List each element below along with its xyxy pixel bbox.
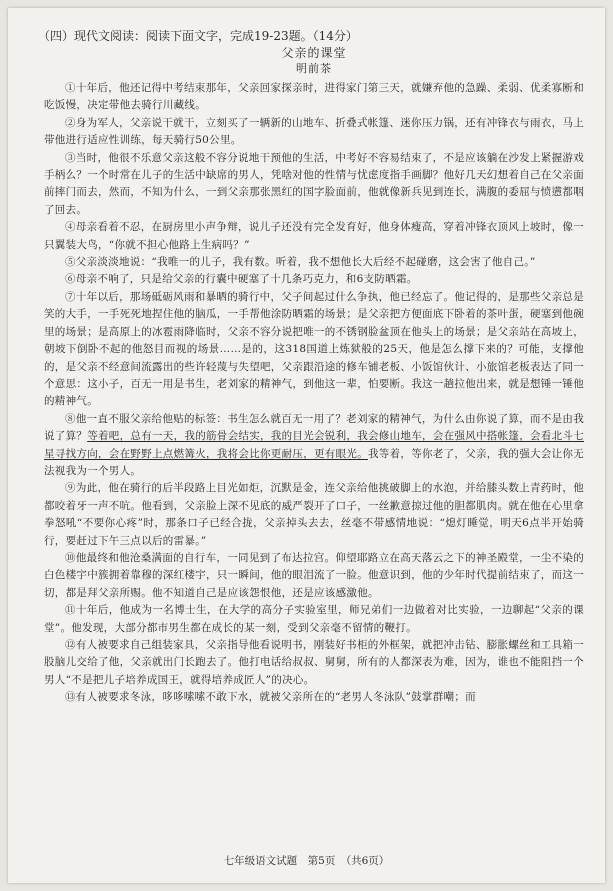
underlined-sentence: 等着吧，总有一天，我的筋骨会结实，我的目光会锐利，我会修山地车，会在强风中搭帐篷，会看北斗七星寻找方向，会在野野上点燃篝火，我将会比你更耐压，更有眼光。 [44,430,585,460]
article-title: 父亲的课堂 [281,46,347,60]
paragraph-8-tail: 我等着，等你老了，父亲，我的强大会让你无法视我为一个男人。 [44,447,584,477]
paragraph-1: ①十年后，他还记得中考结束那年，父亲回家探亲时，进得家门第三天，就嫌弃他的急躁、柔弱、优柔寡断和吃饭慢，决定带他去骑行川藏线。 [44,82,584,112]
reading-section [38,28,585,707]
article-author: 明前茶 [296,62,332,75]
paragraph-4: ④母亲看着不忍，在厨房里小声争辩，说儿子还没有完全发育好，他身体瘦高，穿着冲锋衣顶风上坡时，像一只翼装大鸟，“你就不担心他路上生病吗？” [44,221,584,251]
paragraph-8-lead: ⑧他一直不服父亲给他贴的标签：书生怎么就百无一用了？老刘家的精神气，为什么由你说了算，而不是由我说了算？ [44,412,584,443]
paragraph-8 [44,411,584,481]
paragraph-9: ⑨为此，他在骑行的后半段路上目光如炬，沉默是金，连父亲给他挑破脚上的水泡，并给膝头数上青药时，他都咬着牙一声不吭。他看到，父亲脸上深不见底的威严裂开了口子，一丝歉意掠过他的胆都肌肉。就在他在心里拿拳怒吼“不要你心疼”时，那条口子已经合拢，父亲掉头去去，丝毫不带感情地说：“熄灯睡觉，明天6点半开始骑行，要赶过下午三点以后的雷暴。” [44,482,584,547]
paragraph-11: ⑪十年后，他成为一名博士生，在大学的高分子实验室里，师兄弟们一边做着对比实验，一边聊起“父亲的课堂”。他发现，大部分都市男生都在成长的某一刻，受到父亲毫不留情的鞭打。 [44,604,584,634]
exam-page [8,8,605,883]
page-footer: 七年级语文试题 第5页 （共6页） [223,855,390,867]
paragraph-13: ⑬有人被要求冬泳，哆哆嗦嗦不敢下水，就被父亲所在的“老男人冬泳队”鼓掌群嘲；而 [65,691,476,704]
paragraph-2: ②身为军人，父亲说干就干，立刻买了一辆新的山地车、折叠式帐篷、迷你压力锅，还有冲锋衣与雨衣，马上带他进行适应性训练，每天骑行50公里。 [44,116,584,147]
section-header: （四）现代文阅读：阅读下面文字，完成19-23题。（14分） [38,29,358,43]
paragraph-10: ⑩他最终和他沧桑满面的自行车，一同见到了布达拉宫。仰望耶路立在高天落云之下的神圣殿堂，一尘不染的白色楼宇中簇拥着靠穆的深红楼宇，只一瞬间，他的眼泪流了一脸。他意识到，他的少年时代提前结束了，而这一切，都是拜父亲所赐。他不知道自己是应该怨恨他，还是应该感激他。 [44,551,584,599]
paragraph-6: ⑥母亲不响了，只是给父亲的行囊中硬塞了十几条巧克力，和6支防晒霜。 [65,273,418,286]
paragraph-5: ⑤父亲淡淡地说：“我唯一的儿子，我有数。听着，我不想他长大后经不起碰磨，这会害了他自己。” [65,256,536,269]
paragraph-7: ⑦十年以后，那场砥砺风雨和暴晒的骑行中，父子间起过什么争执，他已经忘了。他记得的，是那些父亲总是笑的大手，一手死死地捏住他的脑瓜，一手帮他涂防晒霜的场景；是父亲把方便面底下卧着的茶叶蛋，硬塞到他碗里的场景；是高原上的冰雹雨降临时，父亲不容分说把唯一的不锈钢脸盆顶在他头上的场景；是父亲站在高坡上，朝坡下倒卧不起的他怒目而视的场景……是的，这318国道上炼狱般的25天，他是怎么撑下来的？可能，支撑他的，是父亲不经意间流露出的些许轻蔑与失望吧，父亲跟沿途的修车铺老板、小饭馆伙计、小旅馆老板表达了同一个意思：这小子，百无一用是书生，老刘家的精神气，到他这一辈，怕要断。我这一趟拉他出来，就是想锤一锤他的精神气。 [44,290,584,408]
paragraph-12: ⑫有人被要求自己组装家具，父亲指导他看说明书，刚装好书柜的外框架，就把冲击钻、膨胀螺丝和工具箱一股脑儿交给了他，父亲就出门长跑去了。他打电话给叔叔、舅舅，所有的人都深表为难，因为，谁也不能阻挡一个男人“不是把儿子培养成国王，就得培养成匠人”的决心。 [44,639,584,686]
paragraph-3: ③当时，他很不乐意父亲这般不容分说地干预他的生活，中考好不容易结束了，不是应该躺在沙发上紧握游戏手柄么？一个时常在儿子的生活中缺席的男人，凭啥对他的性情与忧虑度指手画脚？他好几天幻想着自己在父亲面前摔门而去，然而，不知为什么，一到父亲那张黑红的国字脸面前，他就像新兵见到连长，满腹的委屈与愤懑都咽了回去。 [44,151,584,216]
